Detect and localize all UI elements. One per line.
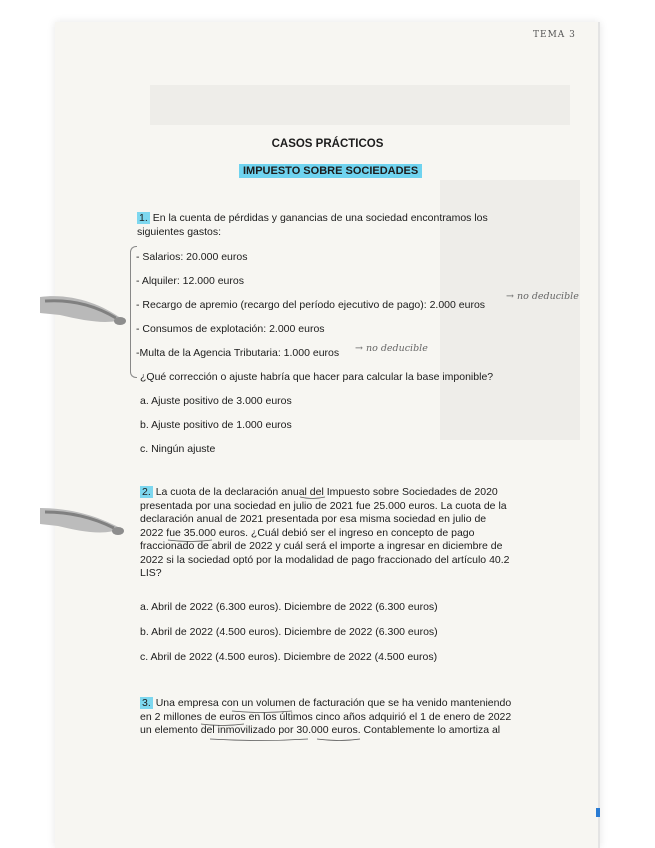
q3-line-text: Una empresa con un volumen de facturación que se ha venido manteniendo bbox=[155, 697, 512, 709]
q1-intro-line: siguientes gastos: bbox=[137, 226, 222, 238]
q1-option: c. Ningún ajuste bbox=[140, 443, 216, 455]
q2-option: a. Abril de 2022 (6.300 euros). Diciembre de 2022 (6.300 euros) bbox=[140, 601, 438, 613]
q1-number: 1. bbox=[139, 212, 148, 224]
q2-line-text: La cuota de la declaración anual del Impuesto sobre Sociedades de 2020 bbox=[155, 486, 498, 498]
highlighted-subtitle: IMPUESTO SOBRE SOCIEDADES bbox=[239, 164, 422, 178]
q3-line: un elemento del inmovilizado por 30.000 euros. Contablemente lo amortiza al bbox=[140, 724, 501, 736]
q2-number: 2. bbox=[142, 486, 151, 498]
q1-option: a. Ajuste positivo de 3.000 euros bbox=[140, 395, 292, 407]
handwritten-note: → no deducible bbox=[355, 343, 428, 354]
q1-intro-text: En la cuenta de pérdidas y ganancias de una sociedad encontramos los bbox=[152, 212, 488, 224]
q1-option: b. Ajuste positivo de 1.000 euros bbox=[140, 419, 292, 431]
q2-line: declaración anual de 2021 presentada por esa misma sociedad en julio de bbox=[140, 513, 487, 525]
handwritten-note: → no deducible bbox=[506, 291, 579, 302]
q2-line: 2022 fue 35.000 euros. ¿Cuál debió ser el ingreso en concepto de pago bbox=[140, 526, 475, 539]
q1-item: -Multa de la Agencia Tributaria: 1.000 euros bbox=[136, 347, 340, 359]
q2-line: LIS? bbox=[140, 567, 162, 579]
q2-option: c. Abril de 2022 (4.500 euros). Diciembre de 2022 (4.500 euros) bbox=[140, 651, 438, 663]
q3-number: 3. bbox=[142, 697, 151, 709]
q1-question: ¿Qué corrección o ajuste habría que hacer para calcular la base imponible? bbox=[140, 371, 494, 383]
q1-item: - Consumos de explotación: 2.000 euros bbox=[136, 323, 325, 335]
q2-line: fraccionado de abril de 2022 y cuál será el importe a ingresar en diciembre de bbox=[140, 540, 503, 552]
q2-line: 2022 si la sociedad optó por la modalidad de pago fraccionado del artículo 40.2 bbox=[140, 553, 510, 566]
q1-item: - Salarios: 20.000 euros bbox=[136, 251, 248, 263]
q1-item: - Alquiler: 12.000 euros bbox=[136, 275, 244, 287]
page-title: CASOS PRÁCTICOS bbox=[271, 138, 384, 150]
q3-line: en 2 millones de euros en los últimos cinco años adquirió el 1 de enero de 2022 bbox=[140, 710, 512, 723]
handwritten-header-note: TEMA 3 bbox=[533, 30, 576, 40]
q2-option: b. Abril de 2022 (4.500 euros). Diciembre de 2022 (6.300 euros) bbox=[140, 626, 438, 638]
q2-line: presentada por una sociedad en julio de 2021 fue 25.000 euros. La cuota de la bbox=[140, 499, 507, 512]
q1-item: - Recargo de apremio (recargo del período ejecutivo de pago): 2.000 euros bbox=[136, 299, 486, 311]
